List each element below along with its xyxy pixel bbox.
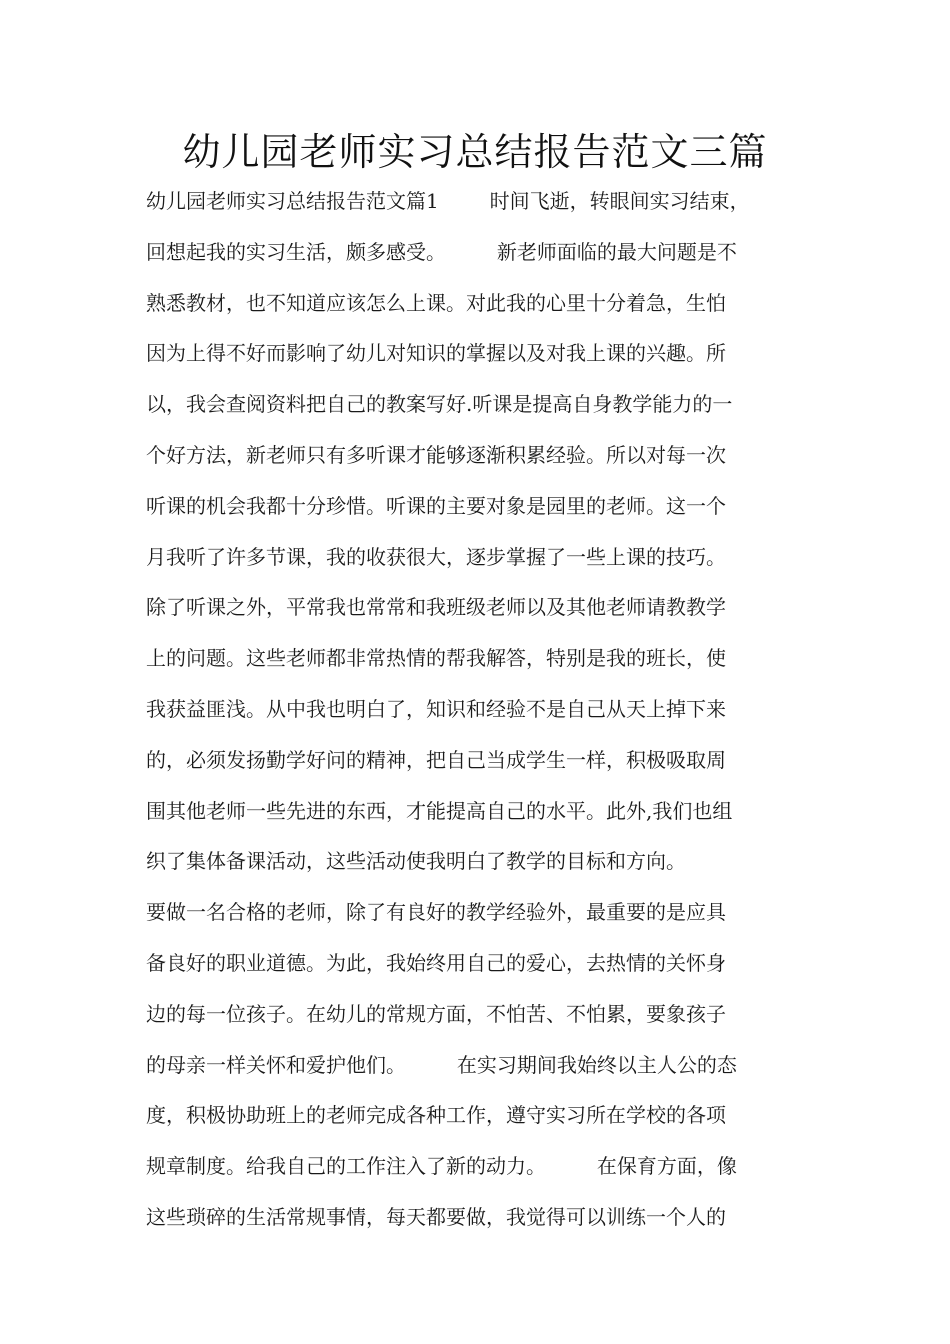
- document-title: 幼儿园老师实习总结报告范文三篇: [182, 130, 768, 174]
- body-line: 织了集体备课活动，这些活动使我明白了教学的目标和方向。: [146, 849, 686, 874]
- document-body: [146, 180, 818, 1247]
- body-line: 这些琐碎的生活常规事情，每天都要做，我觉得可以训练一个人的: [146, 1204, 726, 1229]
- body-line: 回想起我的实习生活，颇多感受。 新老师面临的最大问题是不: [146, 239, 737, 264]
- body-line: 上的问题。这些老师都非常热情的帮我解答，特别是我的班长，使: [146, 646, 726, 671]
- body-line: 除了听课之外，平常我也常常和我班级老师以及其他老师请教教学: [146, 595, 726, 620]
- body-line: 要做一名合格的老师，除了有良好的教学经验外，最重要的是应具: [146, 900, 726, 925]
- body-line: 听课的机会我都十分珍惜。听课的主要对象是园里的老师。这一个: [146, 493, 726, 518]
- body-line: 备良好的职业道德。为此，我始终用自己的爱心，去热情的关怀身: [146, 950, 726, 975]
- body-line: 月我听了许多节课，我的收获很大，逐步掌握了一些上课的技巧。: [146, 544, 726, 569]
- body-line: 因为上得不好而影响了幼儿对知识的掌握以及对我上课的兴趣。所: [146, 341, 726, 366]
- body-line: 幼儿园老师实习总结报告范文篇1 时间飞逝，转眼间实习结束，: [146, 189, 750, 213]
- body-line: 我获益匪浅。从中我也明白了，知识和经验不是自己从天上掉下来: [146, 696, 726, 721]
- body-line: 的，必须发扬勤学好问的精神，把自己当成学生一样，积极吸取周: [146, 747, 726, 772]
- body-line: 个好方法，新老师只有多听课才能够逐渐积累经验。所以对每一次: [146, 442, 726, 467]
- body-line: 规章制度。给我自己的工作注入了新的动力。 在保育方面，像: [146, 1154, 737, 1179]
- body-line: 熟悉教材，也不知道应该怎么上课。对此我的心里十分着急，生怕: [146, 290, 726, 315]
- body-line: 边的每一位孩子。在幼儿的常规方面，不怕苦、不怕累，要象孩子: [146, 1001, 726, 1026]
- body-line: 以，我会查阅资料把自己的教案写好.听课是提高自身教学能力的一: [146, 392, 733, 417]
- body-line: 度，积极协助班上的老师完成各种工作，遵守实习所在学校的各项: [146, 1103, 726, 1128]
- body-line: 的母亲一样关怀和爱护他们。 在实习期间我始终以主人公的态: [146, 1052, 737, 1077]
- body-line: 围其他老师一些先进的东西，才能提高自己的水平。此外,我们也组: [146, 798, 733, 823]
